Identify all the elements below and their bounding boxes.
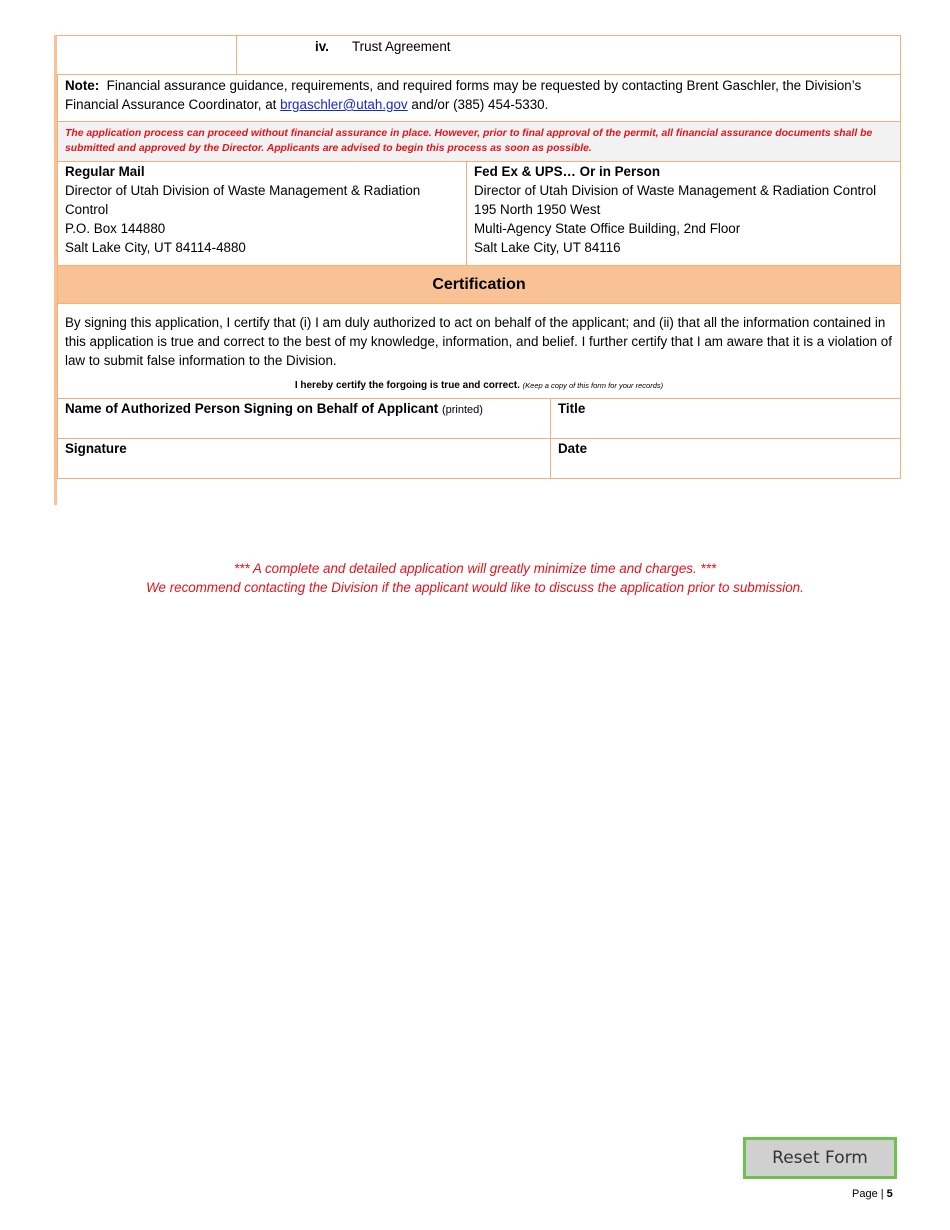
address-line: P.O. Box 144880 <box>65 221 166 236</box>
note-text-after: and/or (385) 454-5330. <box>411 97 549 112</box>
regular-mail-address <box>58 162 467 265</box>
note-text: Financial assurance guidance, requirements, and required forms may be requested by contacting Brent Gaschler, the Division’s Financial Assurance Coordinator, at <box>65 78 862 112</box>
note-label: Note: <box>65 78 100 93</box>
title-field[interactable] <box>551 399 900 438</box>
page-label: Page | <box>852 1188 884 1200</box>
signature-row <box>57 439 901 479</box>
footer-message-line1: *** A complete and detailed application will greatly minimize time and charges. *** <box>233 561 717 576</box>
regular-mail-heading: Regular Mail <box>65 164 145 179</box>
title-label: Title <box>558 401 586 416</box>
mailing-addresses <box>57 162 901 266</box>
footer-message-line2: We recommend contacting the Division if the applicant would like to discuss the application prior to submission. <box>146 580 804 595</box>
certification-text: By signing this application, I certify that (i) I am duly authorized to act on behalf of the applicant; and (ii) that all the information contained in this application is true and correct to the best of my knowledge, information, and belief. I further certify that I am aware that it is a violation of law to submit false information to the Division. <box>65 315 892 368</box>
page-number <box>852 1185 893 1204</box>
signer-name-label: Name of Authorized Person Signing on Behalf of Applicant <box>65 401 439 416</box>
address-line: Director of Utah Division of Waste Management & Radiation Control <box>474 183 877 198</box>
certify-note: (Keep a copy of this form for your records) <box>522 381 664 390</box>
date-field[interactable] <box>551 439 900 478</box>
printed-label: (printed) <box>441 404 483 416</box>
page-number-value: 5 <box>886 1188 893 1200</box>
application-form <box>57 35 901 479</box>
trust-blank-cell <box>57 36 237 74</box>
trust-label: Trust Agreement <box>352 39 451 54</box>
address-line: 195 North 1950 West <box>474 202 601 217</box>
address-line: Salt Lake City, UT 84116 <box>474 240 621 255</box>
date-label: Date <box>558 441 588 456</box>
fedex-heading: Fed Ex & UPS… Or in Person <box>474 164 661 179</box>
signer-name-field[interactable] <box>58 399 551 438</box>
trust-agreement-cell <box>237 36 900 74</box>
certify-statement <box>58 372 900 398</box>
signature-field[interactable] <box>58 439 551 478</box>
note-row <box>57 75 901 122</box>
signer-name-row <box>57 399 901 439</box>
certification-body <box>57 304 901 399</box>
certify-bold: I hereby certify the forgoing is true and correct. <box>294 380 520 391</box>
financial-assurance-warning: The application process can proceed without financial assurance in place. However, prior to final approval of the permit, all financial assurance documents shall be submitted and approved by the Director. Applicants are advised to begin this process as soon as possible. <box>57 122 901 162</box>
email-link[interactable]: brgaschler@utah.gov <box>280 97 408 112</box>
trust-numeral: iv. <box>315 39 329 54</box>
address-line: Salt Lake City, UT 84114-4880 <box>65 240 246 255</box>
fedex-address <box>467 162 900 265</box>
signature-label: Signature <box>65 441 127 456</box>
certification-heading: Certification <box>57 266 901 304</box>
address-line: Director of Utah Division of Waste Management & Radiation Control <box>65 183 421 217</box>
address-line: Multi-Agency State Office Building, 2nd Floor <box>474 221 741 236</box>
trust-agreement-row <box>57 35 901 75</box>
reset-form-button[interactable]: Reset Form <box>743 1137 897 1179</box>
